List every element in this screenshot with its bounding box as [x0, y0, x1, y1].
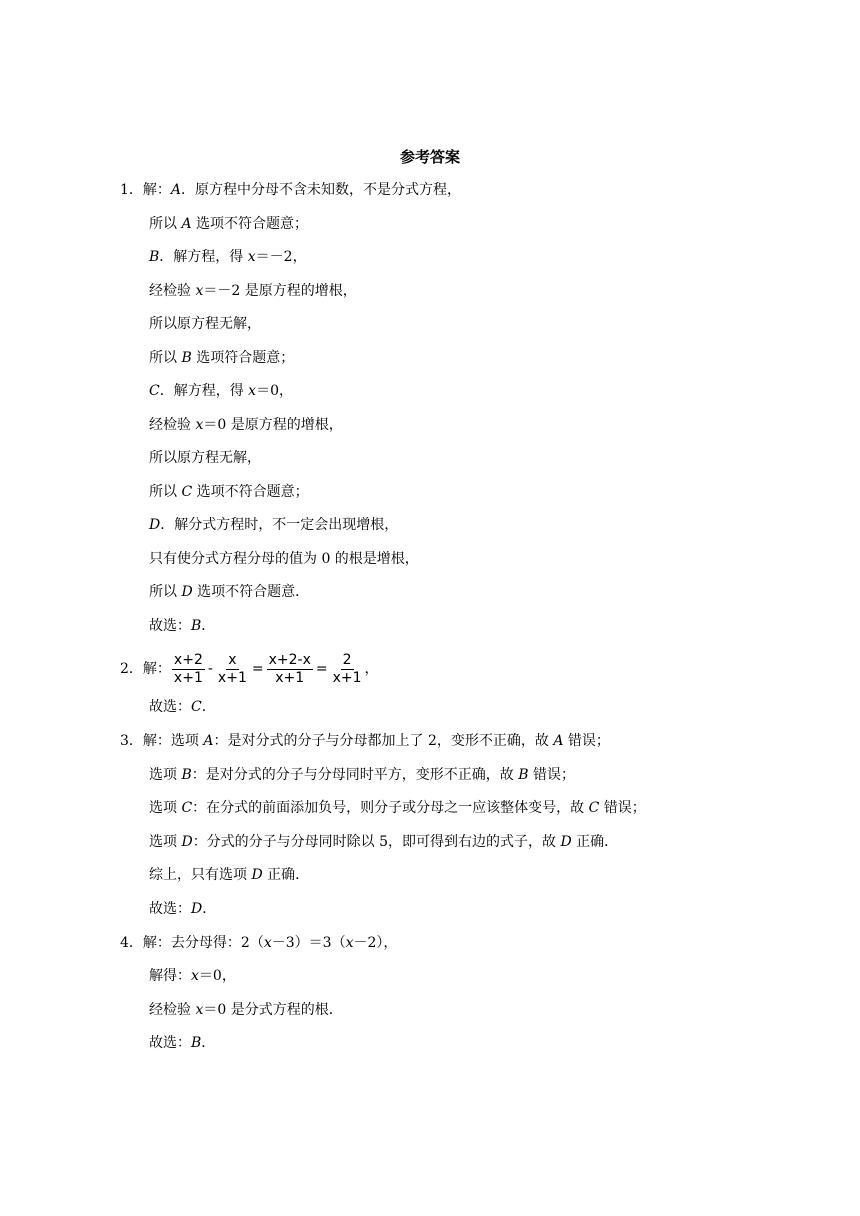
answer-text: 解：	[142, 661, 171, 677]
answer-text: 经检验	[149, 1002, 196, 1018]
answer-choice-line	[149, 899, 216, 919]
answer-text: ．解方程，得	[159, 383, 249, 399]
variable: x	[195, 417, 204, 433]
equals-sign: =	[315, 661, 328, 677]
option-letter: D	[560, 834, 572, 850]
answer-line	[149, 448, 261, 468]
answer-text: 综上，只有选项	[149, 867, 252, 883]
variable: x	[191, 968, 199, 984]
answer-text: ＝0，	[198, 968, 236, 984]
option-letter: A	[553, 733, 564, 749]
option-letter: C	[181, 484, 193, 500]
answer-choice: B	[191, 618, 202, 634]
denominator: x+1	[173, 669, 203, 686]
answer-line	[149, 348, 294, 368]
option-letter: C	[588, 800, 600, 816]
variable: x	[345, 935, 354, 951]
fraction	[267, 652, 313, 687]
answer-line	[149, 1000, 343, 1020]
numerator: x+2	[173, 651, 203, 668]
answer-text: 选项符合题意；	[191, 350, 295, 366]
fraction	[331, 652, 364, 687]
answer-line	[149, 247, 307, 267]
answer-text: 经检验	[149, 417, 196, 433]
answer-text: 所以原方程无解，	[149, 316, 261, 332]
option-letter: B	[181, 350, 192, 366]
answer-line	[149, 515, 398, 535]
answer-1-first-line	[120, 180, 461, 200]
answer-line	[149, 214, 308, 234]
variable: x	[195, 1002, 204, 1018]
answer-line	[149, 281, 357, 301]
answer-choice-line	[149, 616, 215, 636]
answer-text: ，	[364, 661, 379, 677]
option-letter: A	[170, 182, 182, 198]
answer-line	[149, 966, 236, 986]
answer-4-first-line	[120, 933, 397, 953]
answer-text: 错误；	[563, 733, 610, 749]
answer-text: 错误；	[599, 800, 646, 816]
answer-text: 故选：	[149, 618, 191, 634]
answer-text: 所以原方程无解，	[149, 450, 261, 466]
answer-number: 2．	[120, 661, 143, 677]
minus-sign: -	[207, 661, 213, 677]
answer-line	[149, 482, 309, 502]
answer-text: ．原方程中分母不含未知数，不是分式方程，	[181, 182, 462, 198]
answer-text: ：在分式的前面添加负号，则分子或分母之一应该整体变号，故	[192, 800, 589, 816]
answer-text: ．	[202, 901, 217, 917]
answer-text: ：分式的分子与分母同时除以 5，即可得到右边的式子，故	[192, 834, 561, 850]
answer-choice: B	[191, 1035, 202, 1051]
answer-text: 所以	[149, 216, 182, 232]
answer-2-equation-line	[120, 650, 379, 688]
answer-text: ＝0 是原方程的增根，	[203, 417, 343, 433]
option-letter: D	[149, 517, 161, 533]
answer-number: 1．	[120, 182, 143, 198]
answer-line	[149, 549, 419, 569]
answer-text: ．	[201, 699, 216, 715]
answer-line	[149, 314, 261, 334]
fraction	[172, 652, 205, 687]
equals-sign: =	[251, 661, 264, 677]
option-letter: A	[203, 733, 214, 749]
option-letter: C	[181, 800, 193, 816]
answer-text: 正确．	[262, 867, 310, 883]
answer-text: 所以	[149, 584, 182, 600]
option-letter: D	[181, 834, 193, 850]
answer-text: 选项不符合题意．	[192, 584, 310, 600]
answer-text: ：是对分式的分子与分母同时平方，变形不正确，故	[191, 767, 519, 783]
answer-line	[149, 415, 343, 435]
answer-text: 解：选项	[142, 733, 204, 749]
numerator: x	[228, 651, 237, 668]
page-title: 参考答案	[399, 148, 460, 166]
option-letter: D	[251, 867, 263, 883]
answer-text: 解：	[142, 182, 171, 198]
answer-choice: D	[191, 901, 203, 917]
answer-text: 选项	[149, 800, 182, 816]
answer-text: 选项不符合题意；	[191, 216, 309, 232]
answer-3-first-line	[120, 731, 610, 751]
answer-line	[149, 582, 309, 602]
answer-text: ．	[201, 618, 216, 634]
answer-text: 选项	[149, 767, 182, 783]
denominator: x+1	[332, 669, 362, 686]
numerator: 2	[342, 651, 352, 668]
answer-text: ＝0 是分式方程的根．	[203, 1002, 343, 1018]
fraction	[216, 652, 249, 687]
denominator: x+1	[217, 669, 247, 686]
variable: x	[248, 383, 257, 399]
answer-text: 解：去分母得：2（	[142, 935, 264, 951]
answer-line	[149, 765, 575, 785]
variable: x	[195, 283, 204, 299]
answer-text: 选项	[149, 834, 182, 850]
answer-text: 故选：	[149, 901, 191, 917]
option-letter: B	[181, 767, 192, 783]
answer-text: ．解分式方程时，不一定会出现增根，	[160, 517, 399, 533]
variable: x	[247, 249, 256, 265]
answer-text: －2），	[353, 935, 398, 951]
answer-number: 4．	[120, 935, 143, 951]
answer-choice-line	[149, 697, 216, 717]
answer-text: ＝－2 是原方程的增根，	[203, 283, 357, 299]
answer-text: 选项不符合题意；	[192, 484, 309, 500]
answer-text: 所以	[149, 350, 182, 366]
answer-text: 故选：	[149, 1035, 191, 1051]
answer-line	[149, 381, 293, 401]
denominator: x+1	[275, 669, 305, 686]
answer-text: 所以	[149, 484, 182, 500]
answer-line	[149, 832, 618, 852]
answer-choice: C	[191, 699, 202, 715]
answer-text: 错误；	[528, 767, 575, 783]
answer-text: 经检验	[149, 283, 196, 299]
answer-text: ．	[201, 1035, 216, 1051]
answer-text: ：是对分式的分子与分母都加上了 2，变形不正确，故	[213, 733, 554, 749]
answer-choice-line	[149, 1033, 215, 1053]
variable: x	[263, 935, 272, 951]
answer-text: ＝－2，	[255, 249, 307, 265]
answer-text: 解得：	[149, 968, 191, 984]
answer-text: 只有使分式方程分母的值为 0 的根是增根，	[149, 551, 419, 567]
answer-text: －3）＝3（	[271, 935, 346, 951]
answer-text: ．解方程，得	[159, 249, 248, 265]
option-letter: A	[181, 216, 192, 232]
answer-number: 3．	[120, 733, 143, 749]
answer-text: 正确．	[571, 834, 619, 850]
answer-line	[149, 798, 646, 818]
option-letter: B	[149, 249, 160, 265]
option-letter: B	[518, 767, 529, 783]
numerator: x+2-x	[268, 651, 311, 668]
option-letter: D	[181, 584, 193, 600]
answer-text: 故选：	[149, 699, 191, 715]
option-letter: C	[149, 383, 160, 399]
answer-text: ＝0，	[256, 383, 293, 399]
answer-line	[149, 865, 309, 885]
